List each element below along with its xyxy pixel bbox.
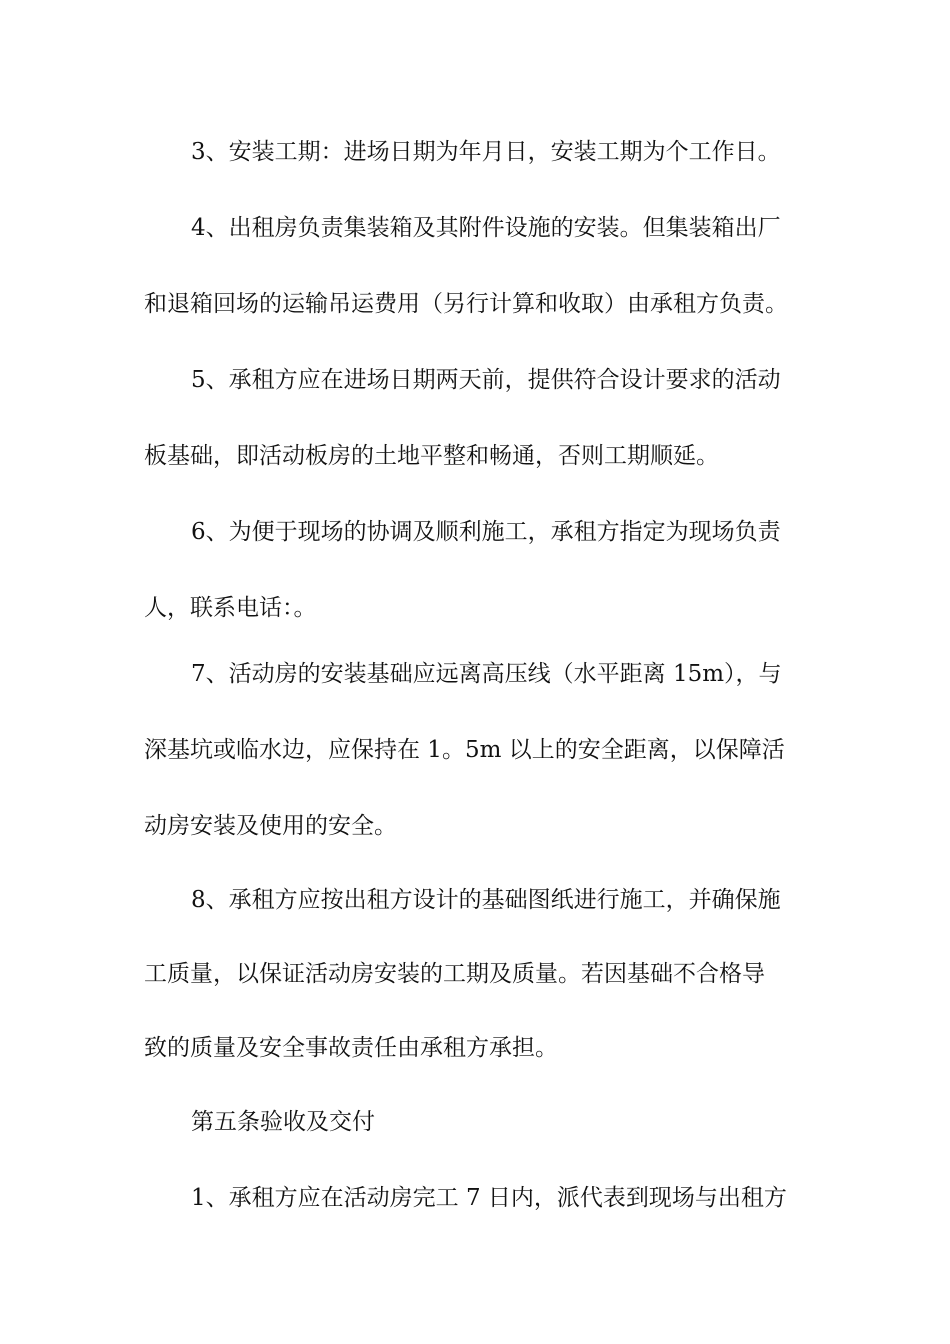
- clause-8-line-1: 8、承租方应按出租方设计的基础图纸进行施工，并确保施: [191, 887, 781, 913]
- clause-8-line-2: 工质量，以保证活动房安装的工期及质量。若因基础不合格导: [144, 961, 765, 987]
- clause-7-line-2: 深基坑或临水边，应保持在 1。5m 以上的安全距离，以保障活: [144, 737, 785, 763]
- clause-6-line-2: 人，联系电话：。: [144, 595, 317, 621]
- clause-5-line-1: 5、承租方应在进场日期两天前，提供符合设计要求的活动: [191, 367, 781, 393]
- article-5-heading: 第五条验收及交付: [191, 1109, 375, 1135]
- clause-3-line-1: 3、安装工期：进场日期为年月日，安装工期为个工作日。: [191, 139, 781, 165]
- clause-8-line-3: 致的质量及安全事故责任由承租方承担。: [144, 1035, 558, 1061]
- clause-6-line-1: 6、为便于现场的协调及顺利施工，承租方指定为现场负责: [191, 519, 781, 545]
- clause-5-line-2: 板基础，即活动板房的土地平整和畅通，否则工期顺延。: [144, 443, 719, 469]
- clause-4-line-1: 4、出租房负责集装箱及其附件设施的安装。但集装箱出厂: [191, 215, 781, 241]
- clause-7-line-3: 动房安装及使用的安全。: [144, 813, 397, 839]
- clause-7-line-1: 7、活动房的安装基础应远离高压线（水平距离 15m），与: [191, 661, 782, 687]
- article-5-clause-1-line-1: 1、承租方应在活动房完工 7 日内，派代表到现场与出租方: [191, 1185, 787, 1211]
- clause-4-line-2: 和退箱回场的运输吊运费用（另行计算和收取）由承租方负责。: [144, 291, 788, 317]
